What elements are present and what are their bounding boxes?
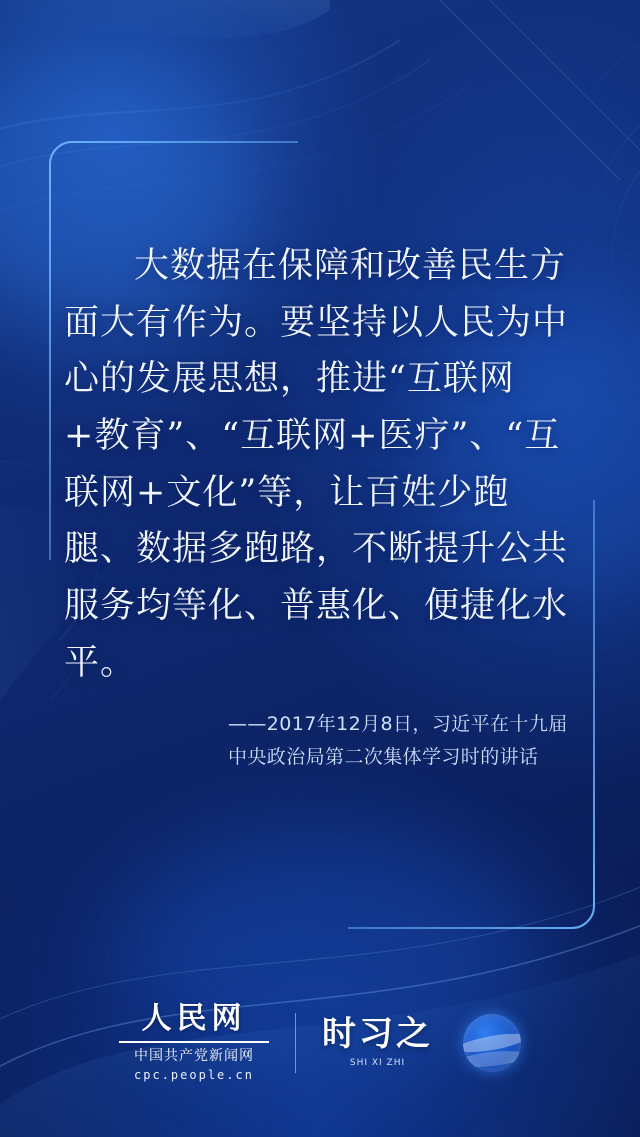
attribution-line-2: 中央政治局第二次集体学习时的讲话	[228, 746, 539, 769]
shixi-logo-name: 时习之	[322, 1014, 433, 1054]
attribution	[228, 708, 576, 775]
quote-text: 大数据在保障和改善民生方面大有作为。要坚持以人民为中心的发展思想，推进“互联网+教育”、“互联网+医疗”、“互联网+文化”等，让百姓少跑腿、数据多跑路，不断提升公共服务均等化、普惠化、便捷化水平。	[64, 246, 569, 683]
footer-logos	[0, 1001, 640, 1082]
footer-vertical-divider	[295, 1013, 296, 1073]
shixi-logo	[322, 1014, 433, 1068]
logo-divider	[119, 1041, 269, 1043]
people-cn-logo-subtitle: 中国共产党新闻网	[134, 1048, 254, 1064]
people-cn-logo	[119, 1001, 269, 1082]
people-cn-logo-name: 人民网	[141, 1001, 247, 1036]
attribution-line-1: ——2017年12月8日，习近平在十九届	[228, 713, 568, 735]
shixi-globe-icon	[463, 1014, 521, 1072]
people-cn-logo-url: cpc.people.cn	[134, 1068, 254, 1082]
shixi-logo-tagline: SHI XI ZHI	[349, 1058, 406, 1068]
